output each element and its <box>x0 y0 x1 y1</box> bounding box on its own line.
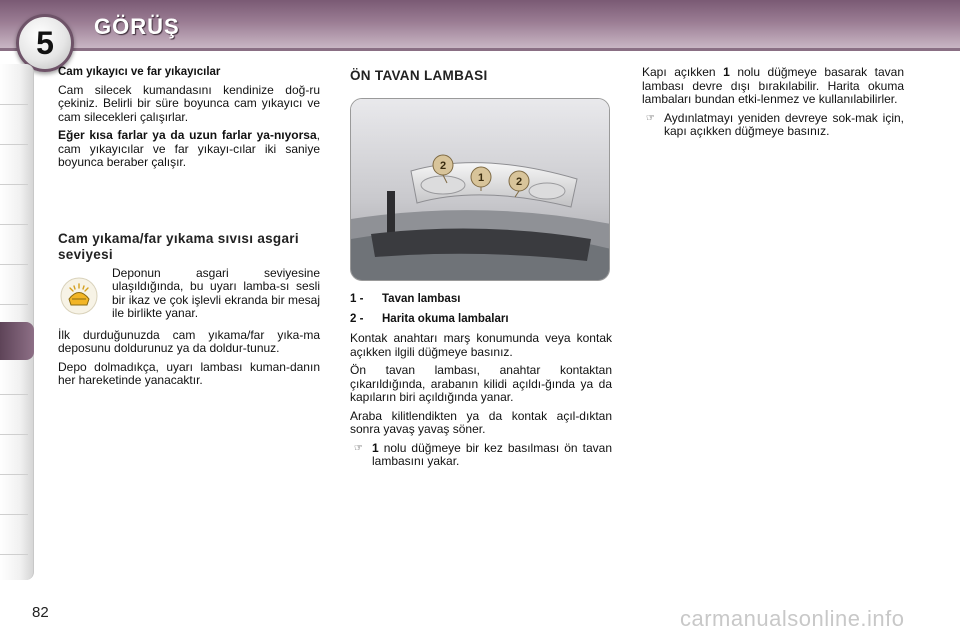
chapter-tab-active[interactable] <box>0 322 34 360</box>
pointing-hand-icon: ☞ <box>354 442 363 454</box>
watermark: carmanualsonline.info <box>680 606 905 631</box>
lamp-paragraph-2: Ön tavan lambası, anahtar kontaktan çıkarıldığında, arabanın kilidi açıldı-ğında ya da kapıların biri açıldığında yanar. <box>350 363 612 404</box>
tab-divider <box>0 474 28 475</box>
washer-result: , cam yıkayıcılar ve far yıkayı-cılar iki saniye boyunca beraber çalışır. <box>58 128 320 169</box>
photo-callout-label: 2 <box>439 160 447 172</box>
right-column <box>642 66 904 144</box>
lamp-paragraph-3: Araba kilitlendikten ya da kontak açıl-dıktan sonra yavaş yavaş söner. <box>350 408 612 436</box>
tab-divider <box>0 394 28 395</box>
fluid-warning-block <box>58 267 320 329</box>
washer-condition: Eğer kısa farlar ya da uzun farlar ya-nıyorsa <box>58 128 317 142</box>
chapter-tab-strip <box>0 64 34 580</box>
middle-column <box>350 66 612 474</box>
tab-divider <box>0 554 28 555</box>
tab-divider <box>0 514 28 515</box>
list-item: 2 - Harita okuma lambaları <box>350 312 509 325</box>
front-ceiling-lamp-heading: ÖN TAVAN LAMBASI <box>350 68 488 83</box>
ceiling-lamp-illustration <box>351 99 610 281</box>
fluid-paragraph: İlk durduğunuzda cam yıkama/far yıka-ma deposunu doldurunuz ya da doldur-tunuz. <box>58 327 320 355</box>
chapter-title: GÖRÜŞ <box>94 14 180 39</box>
washer-heading: Cam yıkayıcı ve far yıkayıcılar <box>58 66 221 78</box>
chapter-number: 5 <box>36 24 54 61</box>
tab-divider <box>0 434 28 435</box>
lamp-paragraph: Kontak anahtarı marş konumunda veya kontak açıkken ilgili düğmeye basınız. <box>350 331 612 359</box>
page-number: 82 <box>32 604 49 621</box>
pointing-hand-icon: ☞ <box>646 112 655 124</box>
tab-divider <box>0 184 28 185</box>
washer-fluid-warning-icon <box>60 277 98 315</box>
reactivate-bullet: ☞ Aydınlatmayı yeniden devreye sok-mak için, kapı açıkken düğmeye basınız. <box>642 112 904 139</box>
washer-paragraph: Cam silecek kumandasını kendinize doğ-ru çekiniz. Belirli bir süre boyunca cam yıkayıcı ve cam silecekleri çalışırlar. <box>58 82 320 124</box>
ceiling-lamp-photo <box>350 98 610 281</box>
tab-divider <box>0 104 28 105</box>
fluid-level-heading: Cam yıkama/far yıkama sıvısı asgari seviyesi <box>58 230 299 262</box>
tab-divider <box>0 144 28 145</box>
door-switch-paragraph: Kapı açıkken 1 nolu düğmeye basarak tavan lambası devre dışı bırakılabilir. Harita okuma lambaları bundan etki-lenmez ve kullanılabilirler. <box>642 65 905 106</box>
photo-callout-label: 2 <box>515 176 523 188</box>
tab-divider <box>0 264 28 265</box>
washer-paragraph-2 <box>58 129 320 170</box>
left-column <box>58 66 320 393</box>
fluid-paragraph-2: Depo dolmadıkça, uyarı lambası kuman-danın her hareketinde yanacaktır. <box>58 359 320 387</box>
fluid-warning-text: Deponun asgari seviyesine ulaşıldığında, bu uyarı lamba-sı sesli bir ikaz ve çok işlevli ekranda bir mesaj ile birlikte yanar. <box>112 265 320 320</box>
list-item: 1 - Tavan lambası <box>350 293 461 305</box>
tab-divider <box>0 304 28 305</box>
photo-callout-label: 1 <box>477 172 485 184</box>
lamp-bullet: ☞ 1 nolu düğmeye bir kez basılması ön tavan lambasını yakar. <box>350 442 612 469</box>
header-divider <box>0 48 960 51</box>
tab-divider <box>0 224 28 225</box>
